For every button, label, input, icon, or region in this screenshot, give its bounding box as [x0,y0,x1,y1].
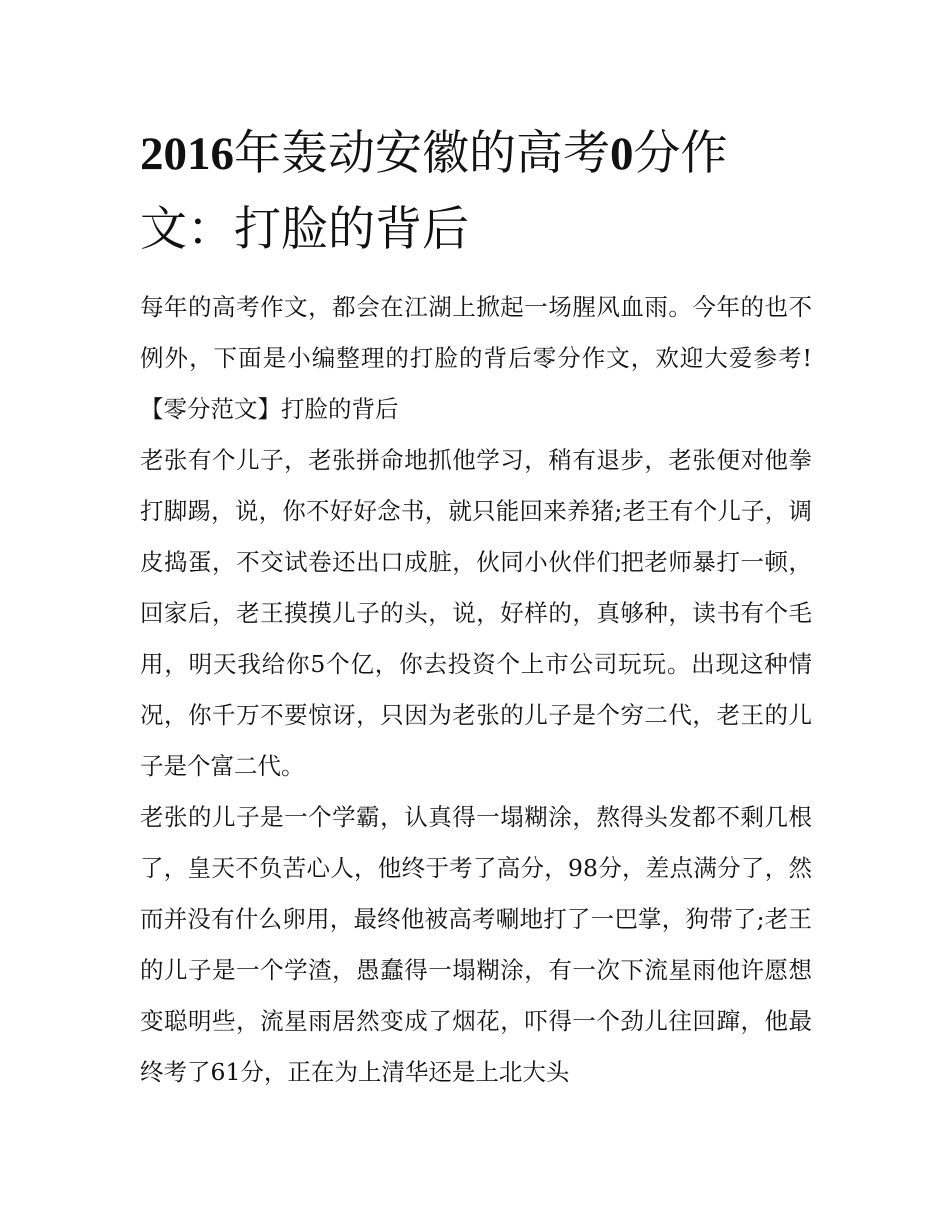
title-line-2: 文：打脸的背后 [140,202,469,257]
intro-paragraph: 每年的高考作文，都会在江湖上掀起一场腥风血雨。今年的也不例外，下面是小编整理的打脸的背后零分作文，欢迎大爱参考!【零分范文】打脸的背后 [140,293,812,423]
article-title [140,116,812,268]
body-paragraph-2: 老张的儿子是一个学霸，认真得一塌糊涂，熬得头发都不剩几根了，皇天不负苦心人，他终于考了高分，98分，差点满分了，然而并没有什么卵用，最终他被高考唰地打了一巴掌，狗带了;老王的儿子是一个学渣，愚蠢得一塌糊涂，有一次下流星雨他许愿想变聪明些，流星雨居然变成了烟花，吓得一个劲儿往回蹿，他最终考了61分，正在为上清华还是上北大头 [140,803,812,1086]
title-line-1: 2016年轰动安徽的高考0分作 [140,126,728,181]
body-paragraph-1: 老张有个儿子，老张拼命地抓他学习，稍有退步，老张便对他拳打脚踢，说，你不好好念书，就只能回来养猪;老王有个儿子，调皮捣蛋，不交试卷还出口成脏，伙同小伙伴们把老师暴打一顿，回家后，老王摸摸儿子的头，说，好样的，真够种，读书有个毛用，明天我给你5个亿，你去投资个上市公司玩玩。出现这种情况，你千万不要惊讶，只因为老张的儿子是个穷二代，老王的儿子是个富二代。 [140,446,812,780]
title-number: 0 [610,128,634,180]
title-number: 2016 [140,128,234,180]
article-body [140,116,812,1098]
